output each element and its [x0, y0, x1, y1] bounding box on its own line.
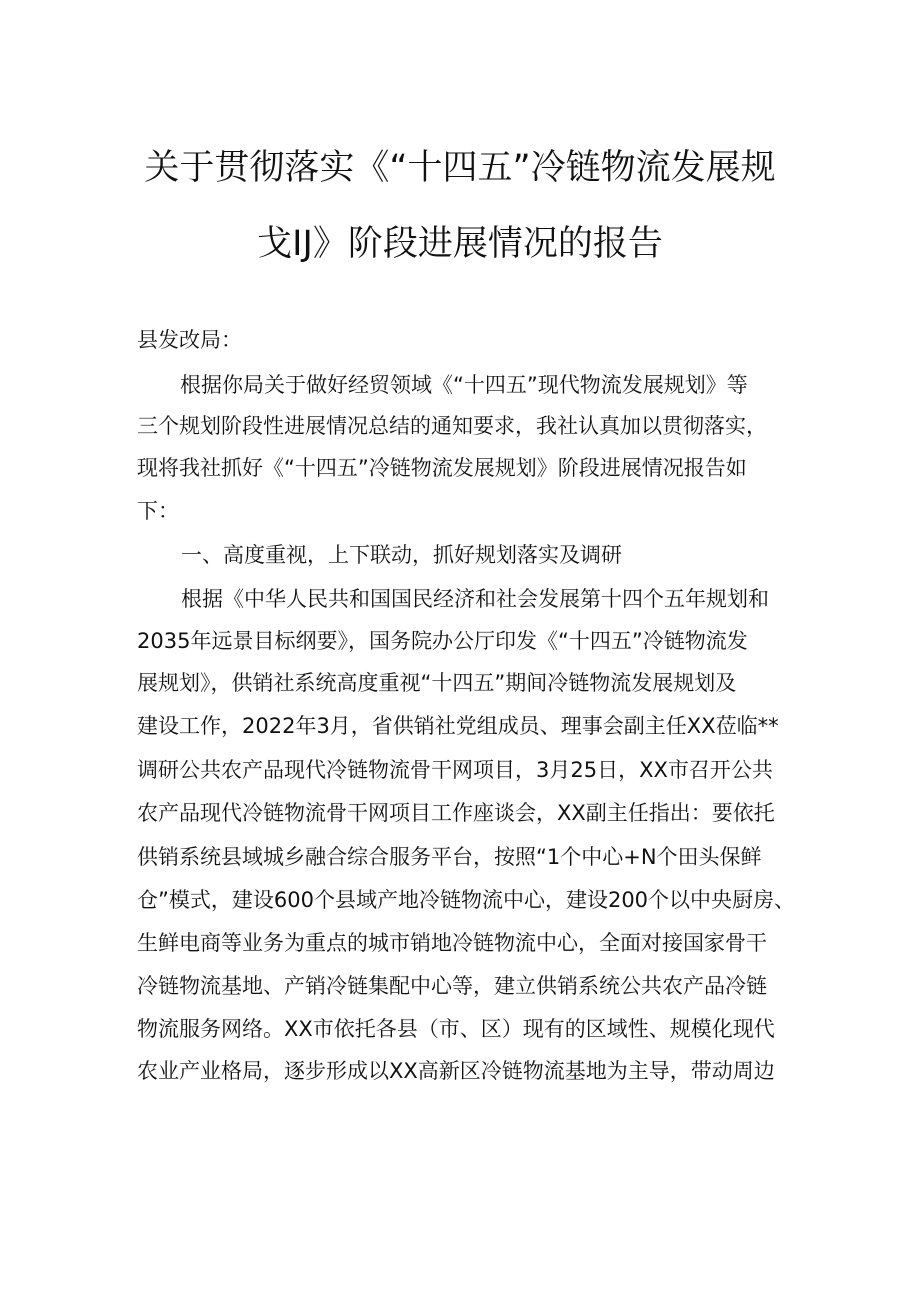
paragraph-line: 根据《中华人民共和国国民经济和社会发展第十四个五年规划和	[181, 587, 769, 611]
paragraph-line: 供销系统县域城乡融合综合服务平台，按照“1个中心+N个田头保鲜	[137, 845, 762, 869]
paragraph-line: 现将我社抓好《“十四五”冷链物流发展规划》阶段进展情况报告如	[137, 456, 747, 480]
paragraph-line: 农产品现代冷链物流骨干网项目工作座谈会，XX副主任指出：要依托	[137, 801, 775, 825]
paragraph-line: 下：	[137, 499, 179, 523]
document-title-line-2: 戈IJ》阶段进展情况的报告	[257, 224, 663, 264]
paragraph-line: 仓”模式，建设600个县域产地冷链物流中心，建设200个以中央厨房、	[137, 888, 796, 912]
paragraph-line: 三个规划阶段性进展情况总结的通知要求，我社认真加以贯彻落实，	[137, 414, 767, 438]
paragraph-line: 调研公共农产品现代冷链物流骨干网项目，3月25日，XX市召开公共	[137, 758, 773, 782]
section-heading: 一、高度重视，上下联动，抓好规划落实及调研	[181, 543, 622, 567]
paragraph-line: 物流服务网络。XX市依托各县（市、区）现有的区域性、规模化现代	[137, 1017, 775, 1041]
paragraph-line: 根据你局关于做好经贸领域《“十四五”现代物流发展规划》等	[180, 373, 748, 397]
paragraph-line: 展规划》，供销社系统高度重视“十四五”期间冷链物流发展规划及	[137, 671, 737, 695]
paragraph-line: 农业产业格局，逐步形成以XX高新区冷链物流基地为主导，带动周边	[137, 1059, 775, 1083]
paragraph-line: 建设工作，2022年3月，省供销社党组成员、理事会副主任XX莅临**	[137, 714, 779, 738]
paragraph-line: 2035年远景目标纲要》，国务院办公厅印发《“十四五”冷链物流发	[137, 629, 748, 653]
salutation: 县发改局：	[137, 328, 242, 352]
paragraph-line: 生鲜电商等业务为重点的城市销地冷链物流中心，全面对接国家骨干	[137, 931, 767, 955]
document-title-line-1: 关于贯彻落实《“十四五”冷链物流发展规	[144, 148, 776, 188]
paragraph-line: 冷链物流基地、产销冷链集配中心等，建立供销系统公共农产品冷链	[137, 974, 767, 998]
